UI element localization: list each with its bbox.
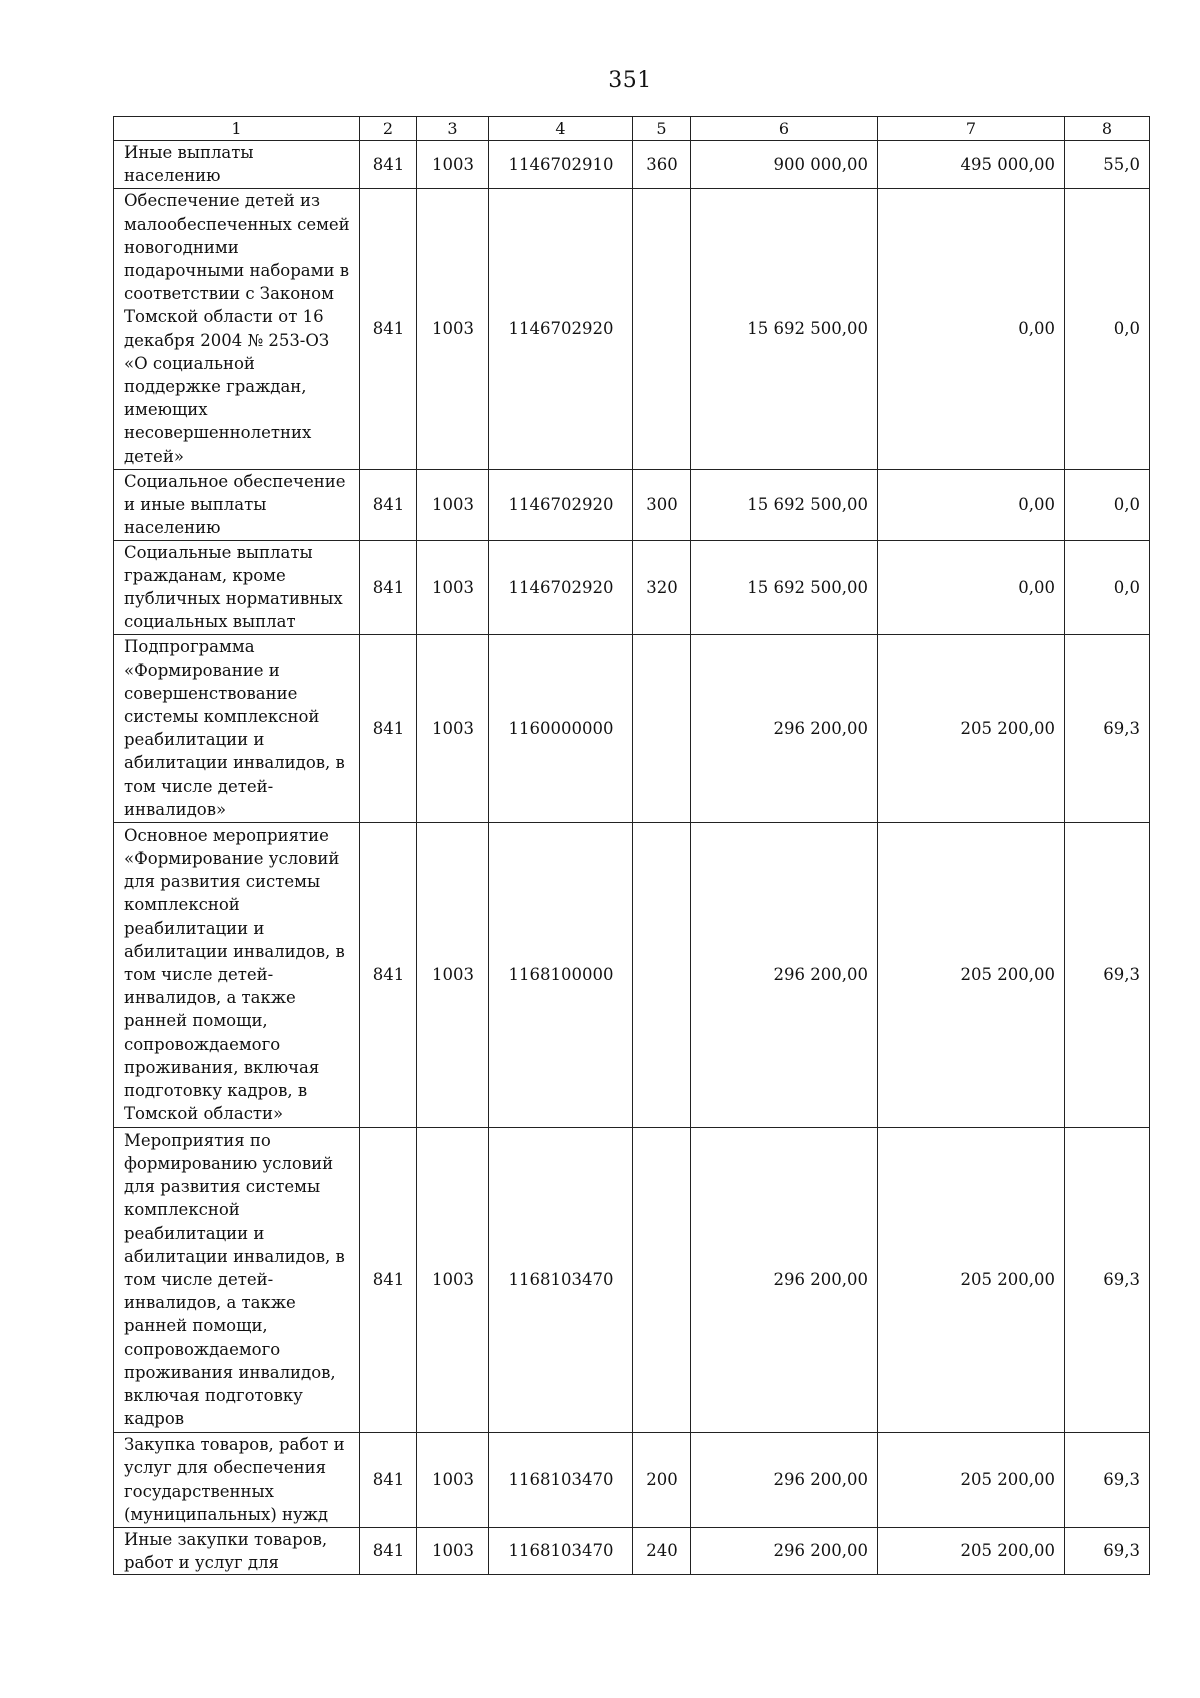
row-name: Подпрограмма «Формирование и совершенствование системы комплексной реабилитации и абилитации инвалидов, в том числе детей-инвалидов»: [114, 634, 360, 822]
table-row: [114, 188, 1150, 469]
row-name: Иные выплаты населению: [114, 141, 360, 188]
cell-expense-type: 200: [633, 1432, 691, 1527]
cell-expense-type: [633, 1127, 691, 1432]
cell-expense-type: [633, 822, 691, 1127]
column-header: 3: [417, 117, 489, 141]
row-name: Обеспечение детей из малообеспеченных семей новогодними подарочными наборами в соответствии с Законом Томской области от 16 декабря 2004 № 253-ОЗ «О социальной поддержке граждан, имеющих несовершеннолетних детей»: [114, 188, 360, 469]
cell-ministry-code: 841: [360, 1432, 417, 1527]
row-name: Иные закупки товаров, работ и услуг для: [114, 1527, 360, 1574]
cell-expense-type: [633, 188, 691, 469]
cell-plan-amount: 15 692 500,00: [691, 540, 878, 634]
cell-expense-type: [633, 634, 691, 822]
column-header: 7: [878, 117, 1065, 141]
header-row: [114, 117, 1150, 141]
cell-percent: 0,0: [1065, 540, 1150, 634]
cell-target-article: 1160000000: [489, 634, 633, 822]
cell-percent: 69,3: [1065, 1432, 1150, 1527]
table-row: [114, 469, 1150, 540]
cell-target-article: 1146702920: [489, 540, 633, 634]
cell-expense-type: 360: [633, 141, 691, 188]
table-row: [114, 822, 1150, 1127]
column-header: 6: [691, 117, 878, 141]
table-row: [114, 141, 1150, 188]
cell-actual-amount: 205 200,00: [878, 1527, 1065, 1574]
cell-section-code: 1003: [417, 1127, 489, 1432]
cell-ministry-code: 841: [360, 822, 417, 1127]
row-name: Закупка товаров, работ и услуг для обеспечения государственных (муниципальных) нужд: [114, 1432, 360, 1527]
column-header: 5: [633, 117, 691, 141]
cell-target-article: 1146702910: [489, 141, 633, 188]
cell-ministry-code: 841: [360, 141, 417, 188]
cell-section-code: 1003: [417, 1527, 489, 1574]
cell-actual-amount: 495 000,00: [878, 141, 1065, 188]
row-name: Социальное обеспечение и иные выплаты населению: [114, 469, 360, 540]
cell-expense-type: 300: [633, 469, 691, 540]
cell-plan-amount: 296 200,00: [691, 634, 878, 822]
cell-ministry-code: 841: [360, 188, 417, 469]
table-row: [114, 540, 1150, 634]
cell-section-code: 1003: [417, 634, 489, 822]
cell-target-article: 1146702920: [489, 188, 633, 469]
page-number: 351: [608, 68, 652, 93]
cell-actual-amount: 205 200,00: [878, 1127, 1065, 1432]
cell-section-code: 1003: [417, 822, 489, 1127]
cell-plan-amount: 296 200,00: [691, 1127, 878, 1432]
cell-percent: 69,3: [1065, 1527, 1150, 1574]
cell-actual-amount: 0,00: [878, 469, 1065, 540]
cell-target-article: 1168103470: [489, 1127, 633, 1432]
row-name: Мероприятия по формированию условий для развития системы комплексной реабилитации и абилитации инвалидов, в том числе детей-инвалидов, а также ранней помощи, сопровождаемого проживания инвалидов, включая подготовку кадров: [114, 1127, 360, 1432]
column-header: 8: [1065, 117, 1150, 141]
cell-percent: 69,3: [1065, 822, 1150, 1127]
cell-percent: 0,0: [1065, 469, 1150, 540]
cell-target-article: 1168100000: [489, 822, 633, 1127]
cell-plan-amount: 296 200,00: [691, 1527, 878, 1574]
cell-plan-amount: 900 000,00: [691, 141, 878, 188]
cell-target-article: 1146702920: [489, 469, 633, 540]
cell-ministry-code: 841: [360, 540, 417, 634]
cell-ministry-code: 841: [360, 1527, 417, 1574]
cell-ministry-code: 841: [360, 469, 417, 540]
table-row: [114, 634, 1150, 822]
cell-ministry-code: 841: [360, 634, 417, 822]
cell-plan-amount: 296 200,00: [691, 822, 878, 1127]
cell-expense-type: 320: [633, 540, 691, 634]
table-row: [114, 1527, 1150, 1574]
cell-actual-amount: 205 200,00: [878, 634, 1065, 822]
cell-percent: 0,0: [1065, 188, 1150, 469]
cell-target-article: 1168103470: [489, 1527, 633, 1574]
cell-section-code: 1003: [417, 469, 489, 540]
table-row: [114, 1432, 1150, 1527]
cell-actual-amount: 205 200,00: [878, 1432, 1065, 1527]
cell-section-code: 1003: [417, 141, 489, 188]
cell-percent: 55,0: [1065, 141, 1150, 188]
cell-expense-type: 240: [633, 1527, 691, 1574]
cell-section-code: 1003: [417, 188, 489, 469]
cell-actual-amount: 0,00: [878, 540, 1065, 634]
row-name: Социальные выплаты гражданам, кроме публичных нормативных социальных выплат: [114, 540, 360, 634]
column-header: 2: [360, 117, 417, 141]
cell-actual-amount: 0,00: [878, 188, 1065, 469]
cell-plan-amount: 15 692 500,00: [691, 469, 878, 540]
table-row: [114, 1127, 1150, 1432]
cell-percent: 69,3: [1065, 634, 1150, 822]
cell-section-code: 1003: [417, 1432, 489, 1527]
cell-actual-amount: 205 200,00: [878, 822, 1065, 1127]
cell-target-article: 1168103470: [489, 1432, 633, 1527]
cell-plan-amount: 296 200,00: [691, 1432, 878, 1527]
cell-percent: 69,3: [1065, 1127, 1150, 1432]
budget-table: [113, 116, 1150, 1575]
column-header: 1: [114, 117, 360, 141]
cell-ministry-code: 841: [360, 1127, 417, 1432]
cell-section-code: 1003: [417, 540, 489, 634]
column-header: 4: [489, 117, 633, 141]
row-name: Основное мероприятие «Формирование условий для развития системы комплексной реабилитации и абилитации инвалидов, в том числе детей-инвалидов, а также ранней помощи, сопровождаемого проживания, включая подготовку кадров, в Томской области»: [114, 822, 360, 1127]
cell-plan-amount: 15 692 500,00: [691, 188, 878, 469]
